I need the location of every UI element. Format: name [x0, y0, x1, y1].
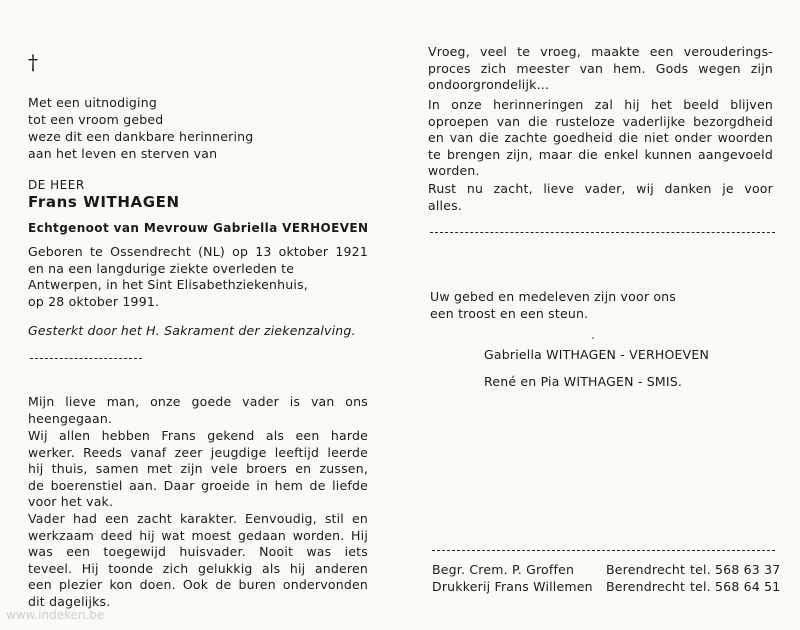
family-line: Gabriella WITHAGEN - VERHOEVEN [484, 347, 710, 362]
rest-line: Rust nu zacht, lieve vader, wij danken je voor [428, 181, 773, 196]
rest-paragraph [428, 181, 773, 214]
sacrament-line: Gesterkt door het H. Sakrament der ziekenzalving. [28, 323, 356, 338]
printer-label: Drukkerij Frans Willemen [432, 579, 593, 594]
printer-label: Begr. Crem. P. Groffen [432, 562, 575, 577]
character-line: een plezier kon doen. Ook de buren ondervonden [28, 577, 368, 593]
memory-line: worden. [428, 163, 480, 179]
character-line: was een toegewijd huisvader. Nooit was iets [28, 544, 368, 560]
character-paragraph [28, 511, 368, 611]
invitation-line: tot een vroom gebed [28, 112, 164, 127]
watermark: www.indeken.be [6, 608, 105, 622]
story-line: hij thuis, samen met zijn vele broers en zussen, [28, 461, 368, 477]
thanks-line: Uw gebed en medeleven zijn voor ons [430, 289, 677, 304]
farewell-paragraph [28, 394, 368, 427]
printer-place: Berendrecht [606, 579, 686, 594]
bio-line: op 28 oktober 1991. [28, 293, 160, 309]
character-line: dit dagelijks. [28, 593, 111, 609]
character-line: Vader had een zacht karakter. Eenvoudig, stil en [28, 511, 368, 526]
thanks-line: een troost en een steun. [430, 306, 589, 321]
family-line: René en Pia WITHAGEN - SMIS. [484, 374, 683, 389]
printer-place: Berendrecht [606, 562, 686, 577]
invitation-line: weze dit een dankbare herinnering [28, 129, 254, 144]
bio-line: Geboren te Ossendrecht (NL) op 13 oktober 1921 [28, 244, 368, 259]
farewell-line: heengegaan. [28, 410, 113, 426]
divider [30, 358, 142, 359]
character-line: teveel. Hij toonde zich gelukkig als hij anderen [28, 560, 368, 576]
printer-phone: tel. 568 63 37 [690, 562, 781, 577]
cross-icon: † [28, 50, 38, 74]
printer-phone: tel. 568 64 51 [690, 579, 781, 594]
bio-paragraph [28, 244, 368, 310]
divider [432, 550, 775, 551]
deceased-name: Frans WITHAGEN [28, 193, 180, 211]
memory-paragraph [428, 97, 773, 180]
illness-line: proces zich meester van hem. Gods wegen zijn [428, 60, 773, 76]
memory-line: en van die zachte goedheid die niet onder woorden [428, 130, 773, 146]
spouse-line: Echtgenoot van Mevrouw Gabriella VERHOEVEN [28, 221, 369, 235]
story-line: voor het vak. [28, 494, 114, 510]
illness-line: Vroeg, veel te vroeg, maakte een verouderings- [428, 44, 773, 59]
rest-line: alles. [428, 197, 462, 213]
illness-paragraph [428, 44, 773, 94]
bio-line: en na een langdurige ziekte overleden te [28, 260, 295, 276]
honorific: DE HEER [28, 178, 85, 192]
invitation-line: Met een uitnodiging [28, 95, 157, 110]
memory-line: In onze herinneringen zal hij het beeld blijven [428, 97, 773, 112]
memory-line: te brengen zijn, maar die enkel kunnen aangevoeld [428, 146, 773, 162]
character-line: werkzaam deed hij wat moest gedaan worden. Hij [28, 527, 368, 543]
illness-line: ondoorgrondelijk... [428, 77, 550, 93]
bio-line: Antwerpen, in het Sint Elisabethziekenhuis, [28, 277, 308, 293]
story-paragraph [28, 428, 368, 511]
memory-line: oproepen van die rusteloze vaderlijke bezorgdheid [428, 113, 773, 129]
invitation-line: aan het leven en sterven van [28, 146, 218, 161]
story-line: werker. Reeds vanaf zeer jeugdige leeftijd leerde [28, 444, 368, 460]
story-line: de boerenstiel aan. Daar groeide in hem de liefde [28, 477, 368, 493]
farewell-line: Mijn lieve man, onze goede vader is van ons [28, 394, 368, 409]
divider [430, 232, 775, 233]
ink-speck [592, 337, 594, 339]
story-line: Wij allen hebben Frans gekend als een harde [28, 428, 368, 443]
